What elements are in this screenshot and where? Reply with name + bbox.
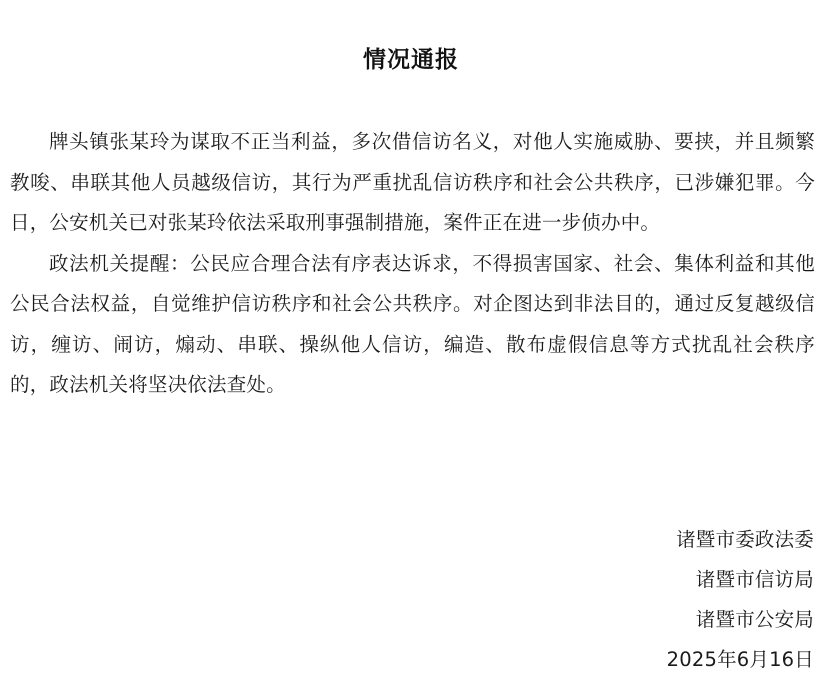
signature-block	[667, 520, 814, 680]
issuer-petition-bureau: 诸暨市信访局	[695, 568, 814, 591]
notice-paragraph-reminder: 政法机关提醒：公民应合理合法有序表达诉求，不得损害国家、社会、集体利益和其他公民合法权益，自觉维护信访秩序和社会公共秩序。对企图达到非法目的，通过反复越级信访，缠访、闹访，煽动、串联、操纵他人信访，编造、散布虚假信息等方式扰乱社会秩序的，政法机关将坚决依法查处。	[10, 251, 815, 396]
issuer-political-legal-committee: 诸暨市委政法委	[676, 528, 814, 551]
notice-paragraph-incident: 牌头镇张某玲为谋取不正当利益，多次借信访名义，对他人实施威胁、要挟，并且频繁教唆、串联其他人员越级信访，其行为严重扰乱信访秩序和社会公共秩序，已涉嫌犯罪。今日，公安机关已对张某玲依法采取刑事强制措施，案件正在进一步侦办中。	[10, 130, 815, 234]
notice-date: 2025年6月16日	[666, 648, 814, 671]
notice-body	[10, 122, 815, 406]
issuer-public-security-bureau: 诸暨市公安局	[695, 608, 814, 631]
notice-title: 情况通报	[363, 47, 459, 73]
